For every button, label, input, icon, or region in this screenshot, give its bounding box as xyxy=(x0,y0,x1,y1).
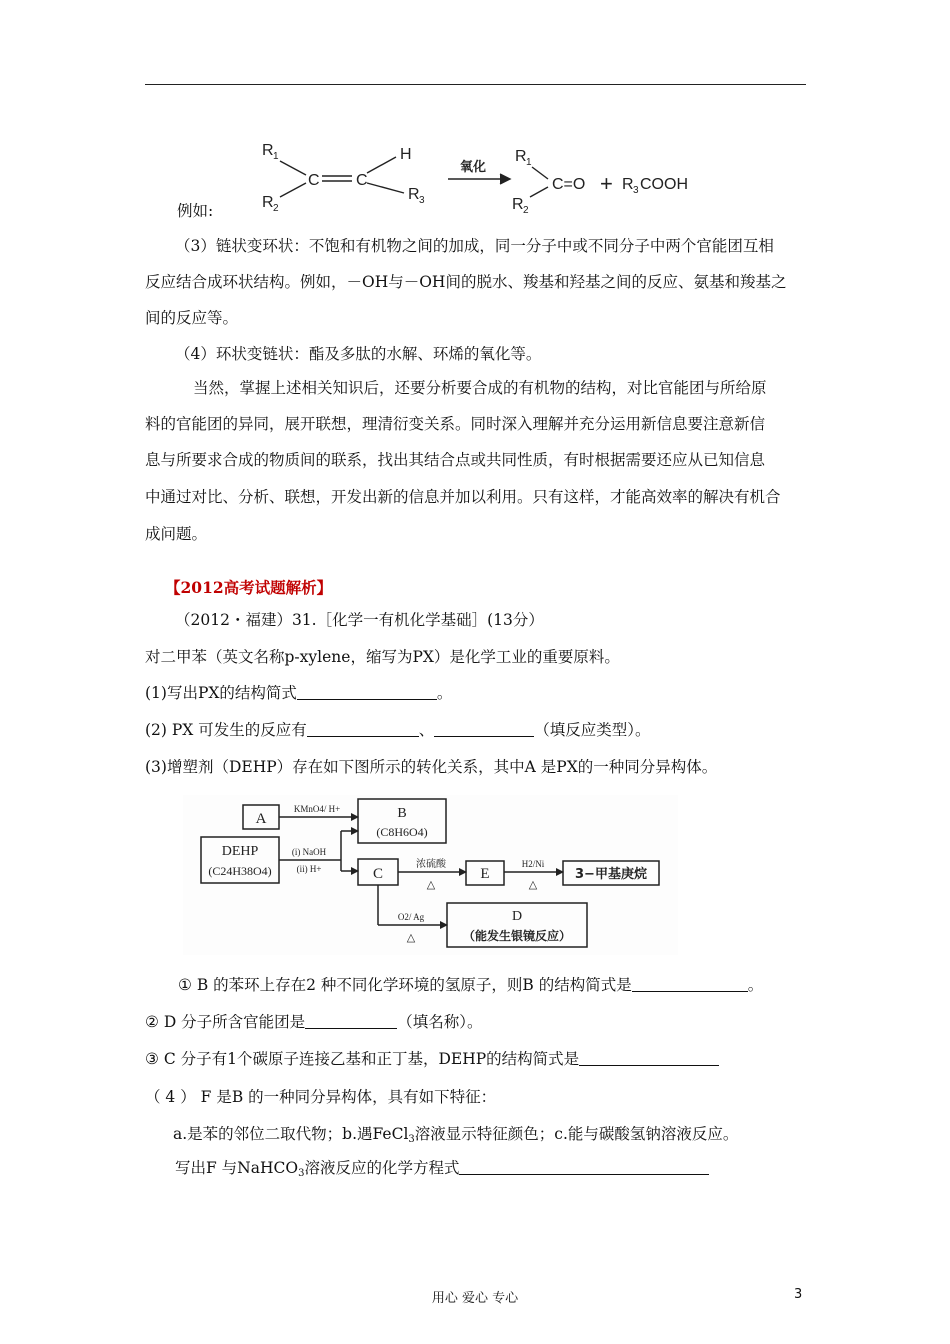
carbonyl-group: C=O xyxy=(552,176,586,193)
heat-c-e: △ xyxy=(426,879,436,891)
reagent-naoh: (i) NaOH xyxy=(291,847,327,857)
dehp-conversion-flowchart xyxy=(183,795,678,955)
node-dehp: DEHP xyxy=(221,844,259,859)
svg-text:3: 3 xyxy=(633,185,639,196)
paragraph-5-line-1: 当然，掌握上述相关知识后，还要分析要合成的有机物的结构，对比官能团与所给原 xyxy=(193,379,767,397)
h-atom: H xyxy=(400,146,412,163)
question-4-write: 写出F 与NaHCO$_3$溶液反应的化学方程式 xyxy=(175,1158,709,1184)
header-rule xyxy=(145,84,806,85)
reagent-kmno4: KMnO4/ H+ xyxy=(293,804,341,814)
heat-e-p: △ xyxy=(528,879,538,891)
r2-label: R xyxy=(262,194,274,211)
c-atom-2: C xyxy=(356,172,368,189)
oxidation-reaction-figure xyxy=(170,135,730,225)
question-intro: 对二甲苯（英文名称p-xylene，缩写为PX）是化学工业的重要原料。 xyxy=(145,648,620,666)
sub-question-3: ③ C 分子有1个碳原子连接乙基和正丁基，DEHP的结构简式是 xyxy=(145,1049,719,1069)
heat-c-d: △ xyxy=(406,932,416,944)
r3-label: R xyxy=(408,186,420,203)
answer-blank-2b[interactable] xyxy=(434,720,534,737)
svg-text:COOH: COOH xyxy=(640,176,688,193)
reagent-h: (ii) H+ xyxy=(296,864,322,874)
paragraph-5-line-2: 料的官能团的异同，展开联想，理清衍变关系。同时深入理解并充分运用新信息要注意新信 xyxy=(145,415,766,433)
sub-question-1: ① B 的苯环上存在2 种不同化学环境的氢原子，则B 的结构简式是 。 xyxy=(178,976,764,994)
node-product: 3−甲基庚烷 xyxy=(575,867,647,882)
paragraph-5-line-3: 息与所要求合成的物质间的联系，找出其结合点或共同性质，有时根据需要还应从已知信息 xyxy=(145,451,766,469)
question-2: (2) PX 可发生的反应有 、 （填反应类型）。 xyxy=(145,721,651,739)
r1-label: R xyxy=(262,142,274,159)
svg-text:3: 3 xyxy=(419,195,425,206)
question-4: （ 4 ） F 是B 的一种同分异构体，具有如下特征： xyxy=(145,1088,497,1106)
svg-text:R: R xyxy=(512,196,524,213)
reagent-h2so4: 浓硫酸 xyxy=(416,859,446,870)
svg-text:1: 1 xyxy=(526,157,532,168)
node-c: C xyxy=(372,866,384,882)
example-label: 例如: xyxy=(177,202,214,220)
svg-text:2: 2 xyxy=(523,205,529,216)
reagent-o2-ag: O2/ Ag xyxy=(397,912,425,922)
paragraph-5-line-5: 成问题。 xyxy=(145,525,208,543)
reagent-h2-ni: H2/Ni xyxy=(521,859,545,869)
node-b-formula: (C8H6O4) xyxy=(376,825,428,839)
paragraph-3-line-1: （3）链状变环状：不饱和有机物之间的加成，同一分子中或不同分子中两个官能团互相 xyxy=(175,237,774,255)
answer-blank-4[interactable] xyxy=(459,1158,709,1175)
answer-blank-2a[interactable] xyxy=(307,720,419,737)
svg-text:+: + xyxy=(600,171,613,196)
page-number: 3 xyxy=(794,1287,803,1302)
answer-blank-3-1[interactable] xyxy=(632,975,748,992)
node-d: D xyxy=(511,909,523,924)
question-header: （2012・福建）31.［化学一有机化学基础］(13分） xyxy=(175,611,544,629)
arrow-label-oxidation: 氧化 xyxy=(460,160,487,175)
svg-text:R: R xyxy=(515,148,527,165)
question-4-features: a.是苯的邻位二取代物；b.遇FeCl$_3$溶液显示特征颜色；c.能与碳酸氢钠溶液反应。 xyxy=(173,1125,739,1145)
paragraph-5-line-4: 中通过对比、分析、联想，开发出新的信息并加以利用。只有这样，才能高效率的解决有机合 xyxy=(145,488,781,506)
answer-blank-3-2[interactable] xyxy=(305,1012,397,1029)
svg-text:2: 2 xyxy=(273,203,279,214)
paragraph-3-line-2: 反应结合成环状结构。例如，－OH与－OH间的脱水、羧基和羟基之间的反应、氨基和羧基之 xyxy=(145,273,787,291)
acid-product: R xyxy=(622,176,634,193)
svg-text:1: 1 xyxy=(273,151,279,162)
node-dehp-formula: (C24H38O4) xyxy=(208,864,272,878)
section-title: 【2012高考试题解析】 xyxy=(165,578,333,597)
sub-question-2: ② D 分子所含官能团是 （填名称）。 xyxy=(145,1013,483,1031)
paragraph-3-line-3: 间的反应等。 xyxy=(145,309,239,327)
question-3: (3)增塑剂（DEHP）存在如下图所示的转化关系，其中A 是PX的一种同分异构体。 xyxy=(145,758,718,776)
answer-blank-3-3[interactable] xyxy=(579,1049,719,1066)
paragraph-4: （4）环状变链状：酯及多肽的水解、环烯的氧化等。 xyxy=(175,345,542,363)
footer-slogan: 用心 爱心 专心 xyxy=(431,1291,519,1306)
node-a: A xyxy=(255,811,267,827)
answer-blank-1[interactable] xyxy=(297,683,437,700)
node-e: E xyxy=(480,866,490,882)
node-d-note: （能发生银镜反应） xyxy=(462,929,572,943)
c-atom-1: C xyxy=(308,172,320,189)
node-b: B xyxy=(397,806,407,821)
question-1: (1)写出PX的结构简式 。 xyxy=(145,684,453,702)
